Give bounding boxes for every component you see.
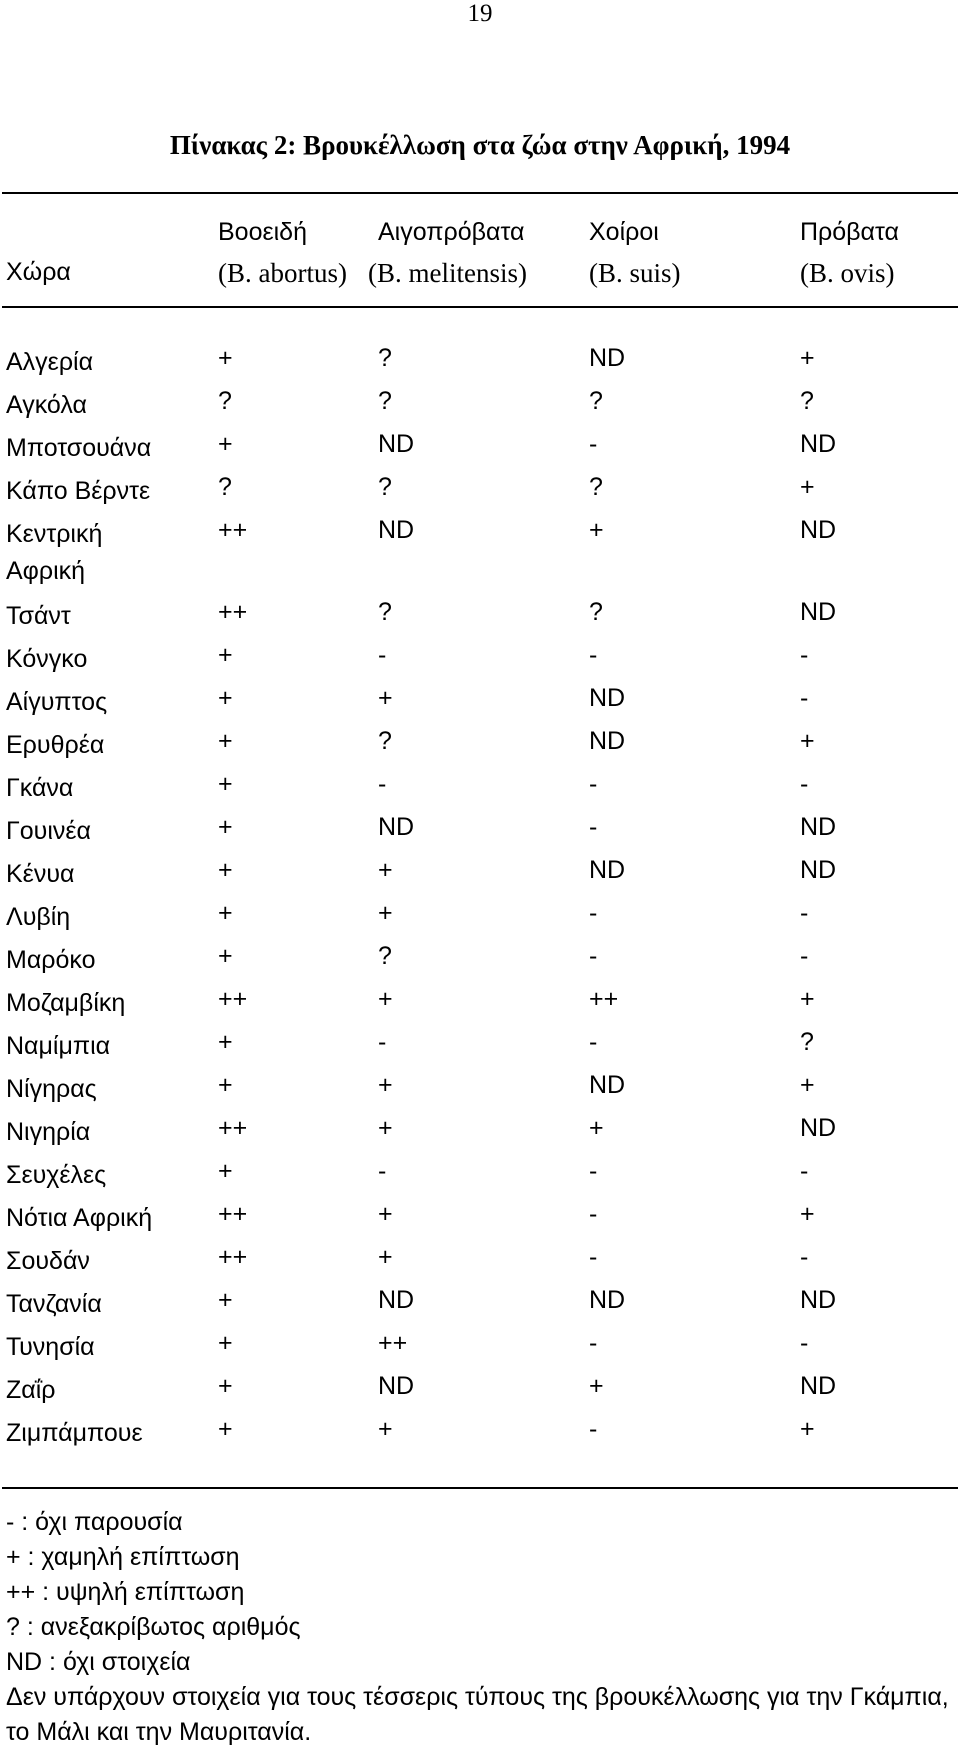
sheep-cell: - [800, 684, 809, 712]
cattle-cell: + [218, 1415, 233, 1443]
legend-item-no-data: ND : όχι στοιχεία [6, 1648, 191, 1676]
goats-cell: ? [378, 942, 392, 970]
goats-cell: + [378, 856, 393, 884]
country-cell: Κόνγκο [6, 645, 88, 673]
pigs-cell: - [589, 770, 598, 798]
country-cell: Νότια Αφρική [6, 1204, 153, 1232]
header-sheep: Πρόβατα [800, 218, 899, 246]
sheep-cell: - [800, 942, 809, 970]
sheep-cell: ? [800, 1028, 814, 1056]
goats-cell: ND [378, 1372, 415, 1400]
sheep-cell: - [800, 899, 809, 927]
header-cattle-species: (B. abortus) [218, 258, 347, 288]
sheep-cell: ND [800, 1114, 837, 1142]
sheep-cell: ? [800, 387, 814, 415]
goats-cell: + [378, 1200, 393, 1228]
country-cell: Ζαΐρ [6, 1376, 56, 1404]
pigs-cell: - [589, 1415, 598, 1443]
country-cell: Λυβίη [6, 903, 71, 931]
pigs-cell: - [589, 1028, 598, 1056]
pigs-cell: ND [589, 684, 626, 712]
country-cell: Νίγηρας [6, 1075, 97, 1103]
country-cell: Κεντρική Αφρική [6, 520, 103, 585]
sheep-cell: - [800, 770, 809, 798]
pigs-cell: ND [589, 727, 626, 755]
goats-cell: ND [378, 430, 415, 458]
legend-item-absent: - : όχι παρουσία [6, 1508, 183, 1536]
legend [6, 1505, 956, 1750]
pigs-cell: ND [589, 1286, 626, 1314]
pigs-cell: ND [589, 856, 626, 884]
cattle-cell: + [218, 1286, 233, 1314]
pigs-cell: ? [589, 387, 603, 415]
sheep-cell: ND [800, 1286, 837, 1314]
cattle-cell: + [218, 1071, 233, 1099]
cattle-cell: ++ [218, 1114, 248, 1142]
cattle-cell: + [218, 770, 233, 798]
sheep-cell: - [800, 641, 809, 669]
country-cell: Νιγηρία [6, 1118, 91, 1146]
pigs-cell: - [589, 1157, 598, 1185]
pigs-cell: - [589, 430, 598, 458]
header-sheep-species: (B. ovis) [800, 258, 895, 288]
country-cell: Ναμίμπια [6, 1032, 111, 1060]
country-cell: Γουινέα [6, 817, 91, 845]
sheep-cell: + [800, 727, 815, 755]
sheep-cell: ND [800, 430, 837, 458]
footnote: Δεν υπάρχουν στοιχεία για τους τέσσερις τύπους της βρουκέλλωσης για την Γκάμπια, το Μάλι και την Μαυριτανία. [6, 1683, 949, 1746]
pigs-cell: ND [589, 1071, 626, 1099]
pigs-cell: + [589, 1372, 604, 1400]
pigs-cell: - [589, 1243, 598, 1271]
goats-cell: ? [378, 473, 392, 501]
sheep-cell: + [800, 1071, 815, 1099]
pigs-cell: - [589, 1200, 598, 1228]
country-cell: Ερυθρέα [6, 731, 105, 759]
sheep-cell: + [800, 1415, 815, 1443]
country-cell: Ζιμπάμπουε [6, 1419, 143, 1447]
goats-cell: ? [378, 598, 392, 626]
pigs-cell: - [589, 1329, 598, 1357]
cattle-cell: ++ [218, 516, 248, 544]
bottom-rule [2, 1487, 958, 1489]
country-cell: Κάπο Βέρντε [6, 477, 151, 505]
top-rule [2, 192, 958, 194]
pigs-cell: - [589, 813, 598, 841]
sheep-cell: - [800, 1243, 809, 1271]
cattle-cell: + [218, 684, 233, 712]
header-goats: Αιγοπρόβατα [378, 218, 525, 246]
goats-cell: + [378, 1114, 393, 1142]
goats-cell: ND [378, 1286, 415, 1314]
cattle-cell: + [218, 1329, 233, 1357]
sheep-cell: + [800, 344, 815, 372]
cattle-cell: ? [218, 473, 232, 501]
sheep-cell: + [800, 473, 815, 501]
sheep-cell: + [800, 985, 815, 1013]
sheep-cell: - [800, 1157, 809, 1185]
header-cattle: Βοοειδή [218, 218, 308, 246]
goats-cell: + [378, 985, 393, 1013]
country-cell: Τανζανία [6, 1290, 102, 1318]
cattle-cell: + [218, 641, 233, 669]
goats-cell: ? [378, 727, 392, 755]
cattle-cell: + [218, 899, 233, 927]
header-goats-species: (B. melitensis) [368, 258, 527, 288]
pigs-cell: - [589, 942, 598, 970]
goats-cell: ? [378, 387, 392, 415]
table-title: Πίνακας 2: Βρουκέλλωση στα ζώα στην Αφρική, 1994 [169, 130, 791, 160]
goats-cell: + [378, 684, 393, 712]
country-cell: Σουδάν [6, 1247, 90, 1275]
cattle-cell: ++ [218, 1200, 248, 1228]
header-pigs: Χοίροι [589, 218, 659, 246]
sheep-cell: ND [800, 598, 837, 626]
pigs-cell: + [589, 1114, 604, 1142]
country-cell: Γκάνα [6, 774, 74, 802]
goats-cell: - [378, 641, 387, 669]
goats-cell: - [378, 770, 387, 798]
cattle-cell: + [218, 1372, 233, 1400]
legend-item-unknown: ? : ανεξακρίβωτος αριθμός [6, 1613, 301, 1641]
cattle-cell: ? [218, 387, 232, 415]
cattle-cell: + [218, 942, 233, 970]
country-cell: Μοζαμβίκη [6, 989, 126, 1017]
cattle-cell: + [218, 430, 233, 458]
cattle-cell: + [218, 813, 233, 841]
header-pigs-species: (B. suis) [589, 258, 681, 288]
country-cell: Σευχέλες [6, 1161, 107, 1189]
legend-item-high: ++ : υψηλή επίπτωση [6, 1578, 245, 1606]
country-cell: Αλγερία [6, 348, 94, 376]
pigs-cell: + [589, 516, 604, 544]
pigs-cell: ND [589, 344, 626, 372]
goats-cell: ND [378, 516, 415, 544]
goats-cell: ? [378, 344, 392, 372]
pigs-cell: - [589, 641, 598, 669]
pigs-cell: ++ [589, 985, 619, 1013]
country-cell: Μποτσουάνα [6, 434, 152, 462]
goats-cell: + [378, 1415, 393, 1443]
cattle-cell: + [218, 856, 233, 884]
country-cell: Αίγυπτος [6, 688, 108, 716]
goats-cell: ND [378, 813, 415, 841]
goats-cell: - [378, 1028, 387, 1056]
cattle-cell: + [218, 344, 233, 372]
goats-cell: + [378, 899, 393, 927]
sheep-cell: ND [800, 856, 837, 884]
pigs-cell: - [589, 899, 598, 927]
pigs-cell: ? [589, 598, 603, 626]
goats-cell: + [378, 1071, 393, 1099]
goats-cell: - [378, 1157, 387, 1185]
page-number: 19 [467, 0, 493, 27]
cattle-cell: + [218, 1157, 233, 1185]
cattle-cell: + [218, 1028, 233, 1056]
goats-cell: + [378, 1243, 393, 1271]
header-country: Χώρα [6, 258, 71, 286]
sheep-cell: + [800, 1200, 815, 1228]
cattle-cell: ++ [218, 598, 248, 626]
pigs-cell: ? [589, 473, 603, 501]
sheep-cell: - [800, 1329, 809, 1357]
country-cell: Τυνησία [6, 1333, 95, 1361]
sheep-cell: ND [800, 813, 837, 841]
goats-cell: ++ [378, 1329, 408, 1357]
country-cell: Τσάντ [6, 602, 71, 630]
sheep-cell: ND [800, 516, 837, 544]
cattle-cell: + [218, 727, 233, 755]
cattle-cell: ++ [218, 1243, 248, 1271]
country-cell: Κένυα [6, 860, 75, 888]
sheep-cell: ND [800, 1372, 837, 1400]
cattle-cell: ++ [218, 985, 248, 1013]
header-rule [2, 306, 958, 308]
legend-item-low: + : χαμηλή επίπτωση [6, 1543, 240, 1571]
country-cell: Μαρόκο [6, 946, 96, 974]
country-cell: Αγκόλα [6, 391, 87, 419]
